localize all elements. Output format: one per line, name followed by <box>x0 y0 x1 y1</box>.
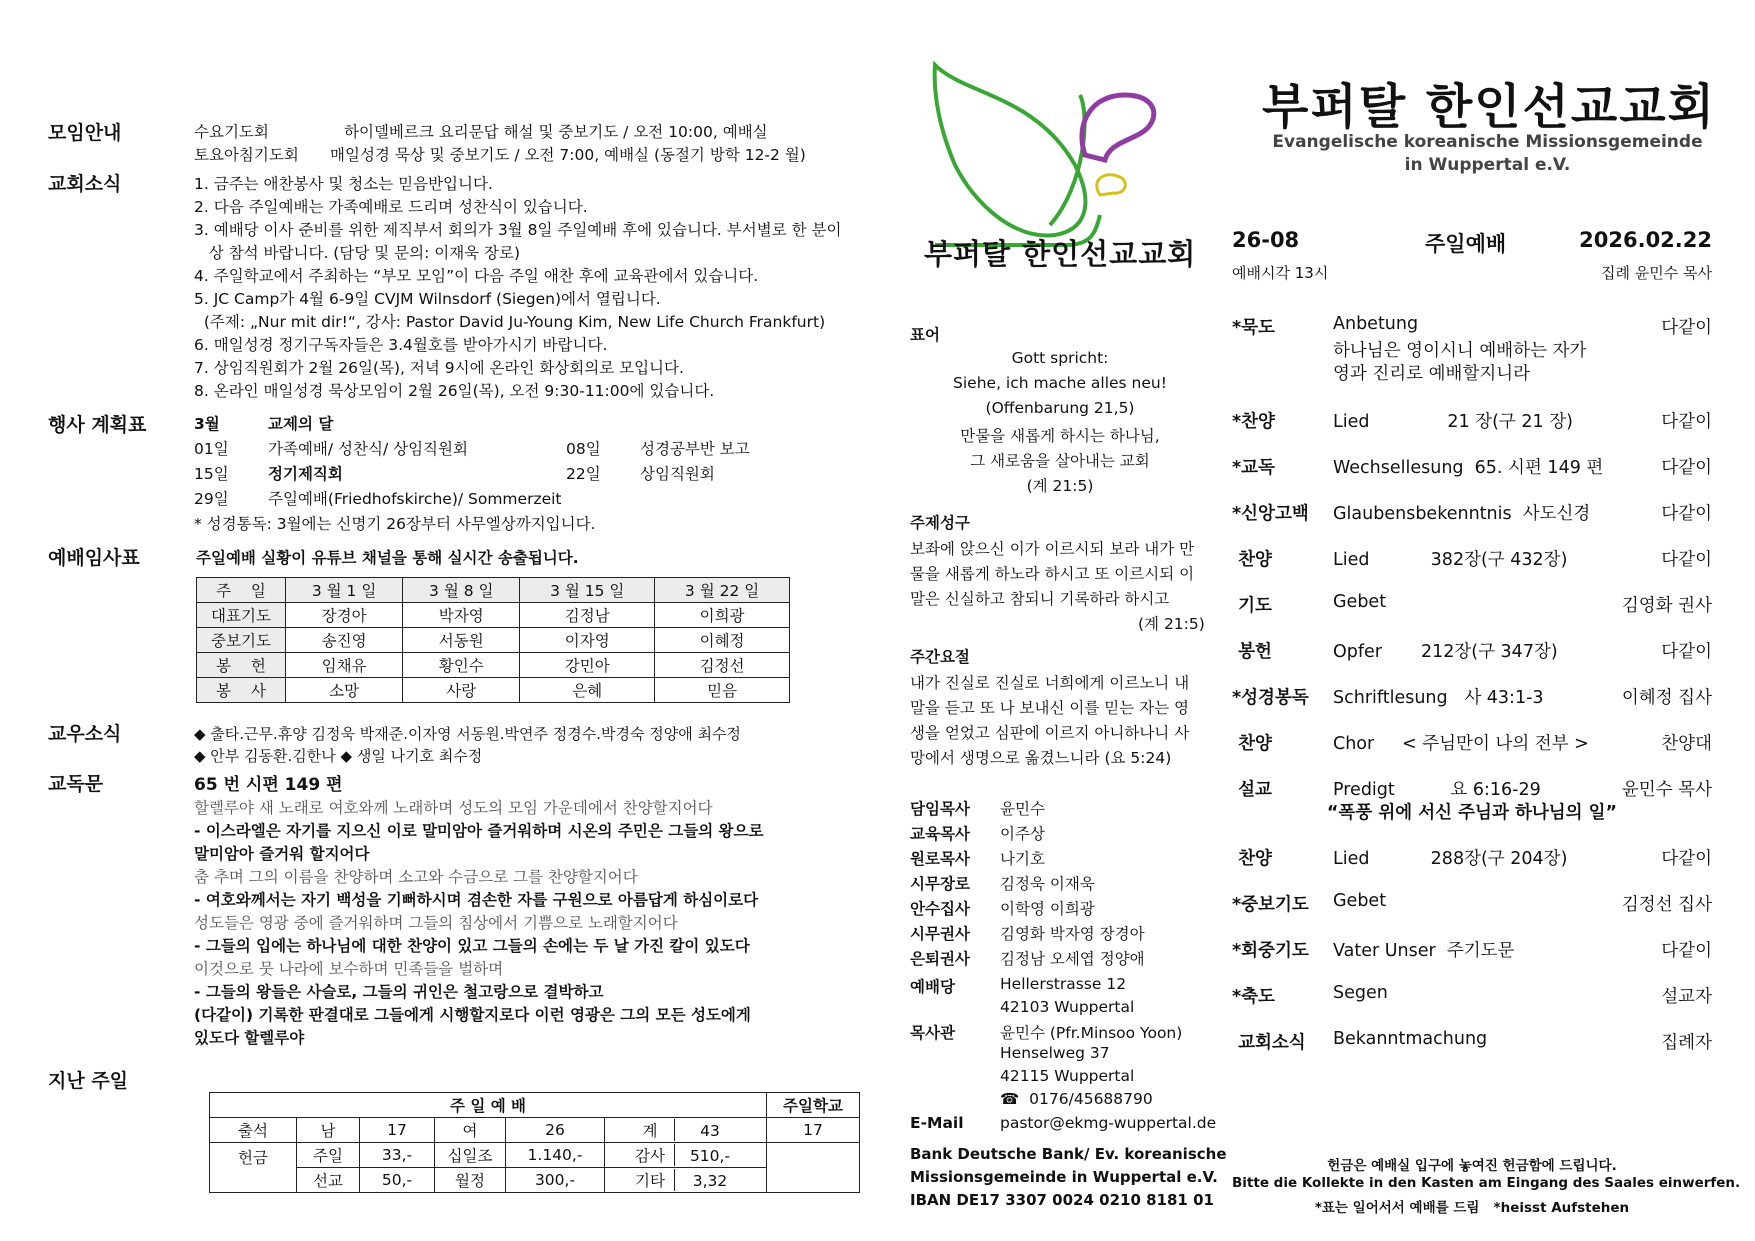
duty-notice: 주일예배 실황이 유튜브 채널을 통해 실시간 송출됩니다. <box>196 549 579 567</box>
theme-line: 보좌에 앉으신 이가 이르시되 보라 내가 만 <box>910 540 1195 558</box>
table-cell: 주일학교 <box>767 1093 860 1118</box>
c-value: 510,- <box>689 1147 731 1165</box>
logo-text: 부퍼탈 한인선교교회 <box>924 237 1197 271</box>
order-sub-line: 하나님은 영이시니 예배하는 자가 <box>1333 341 1587 361</box>
order-content: Wechsellesung 65. 시편 149 편 <box>1333 458 1604 478</box>
order-item <box>1232 891 1712 917</box>
table-cell: 17 <box>360 1118 435 1143</box>
table-cell: 주 일 예 배 <box>210 1093 767 1118</box>
phone-line <box>1000 1090 1153 1108</box>
c-value: 3,32 <box>692 1172 728 1190</box>
event-text: 성경공부반 보고 <box>640 440 750 458</box>
event-day: 22일 <box>566 465 601 483</box>
order-label: *회중기도 <box>1232 941 1309 961</box>
order-label: *중보기도 <box>1232 895 1309 915</box>
reading-line: - 이스라엘은 자기를 지으신 이로 말미암아 즐거워하며 시온의 주민은 그들의 왕으로 <box>194 822 764 840</box>
epigraph-line: (Offenbarung 21,5) <box>985 399 1135 417</box>
total-value: 43 <box>700 1122 720 1140</box>
staff-role: 담임목사 <box>910 800 970 818</box>
order-label: 찬양 <box>1232 550 1272 570</box>
table-cell: 주일 <box>297 1143 360 1168</box>
footer-line: 헌금은 예배실 입구에 놓여진 헌금함에 드립니다. <box>1327 1158 1617 1174</box>
order-leader: 찬양대 <box>1661 734 1712 754</box>
events-title: 행사 계획표 <box>48 414 147 436</box>
news-line: 상 참석 바랍니다. (담당 및 문의: 이재욱 장로) <box>194 244 521 262</box>
last-week-title: 지난 주일 <box>48 1070 129 1092</box>
table-cell: 헌금 <box>210 1143 297 1193</box>
reading-line: 춤 추며 그의 이름을 찬양하며 소고와 수금으로 그를 찬양할지어다 <box>194 868 638 886</box>
event-day: 29일 <box>194 490 229 508</box>
table-cell: 1.140,- <box>506 1143 605 1168</box>
staff-names: 나기호 <box>1000 850 1045 868</box>
order-item <box>1232 454 1712 480</box>
church-subtitle-1: Evangelische koreanische Missionsgemeinde <box>1272 132 1703 152</box>
order-leader: 설교자 <box>1661 987 1712 1007</box>
table-cell: 대표기도 <box>197 603 286 628</box>
total-label: 계 <box>626 1119 675 1141</box>
events-month-title: 교제의 달 <box>268 415 334 433</box>
table-cell: 송진영 <box>286 628 403 653</box>
staff-names: 이주상 <box>1000 825 1045 843</box>
order-label: *찬양 <box>1232 412 1275 432</box>
order-leader: 윤민수 목사 <box>1621 780 1712 800</box>
table-cell: 봉 사 <box>197 678 286 703</box>
order-content: Lied 382장(구 432장) <box>1333 550 1568 570</box>
issue-number: 26-08 <box>1232 228 1300 252</box>
reading-line: 말미암아 즐거워 할지어다 <box>194 845 370 863</box>
weekly-title: 주간요절 <box>910 648 970 666</box>
table-cell: 3 월 8 일 <box>403 578 520 603</box>
table-cell: 3 월 22 일 <box>655 578 790 603</box>
order-content: Schriftlesung 사 43:1-3 <box>1333 688 1544 708</box>
epigraph-line: Gott spricht: <box>1011 349 1109 367</box>
table-cell: 은혜 <box>520 678 655 703</box>
event-text: 주일예배(Friedhofskirche)/ Sommerzeit <box>268 490 562 508</box>
service-leader: 집례 윤민수 목사 <box>1601 264 1712 282</box>
table-cell: 300,- <box>506 1168 605 1193</box>
news-line: 5. JC Camp가 4월 6-9일 CVJM Wilnsdorf (Siegen)에서 열립니다. <box>194 290 661 308</box>
order-sub-line: 영과 진리로 예배할지니라 <box>1333 364 1531 384</box>
order-item <box>1232 730 1712 756</box>
table-cell: 남 <box>297 1118 360 1143</box>
order-label: 봉헌 <box>1232 642 1272 662</box>
table-cell: 3 월 15 일 <box>520 578 655 603</box>
order-content: Gebet <box>1333 592 1387 612</box>
reading-line: 할렐루야 새 노래로 여호와께 노래하며 성도의 모임 가운데에서 찬양할지어다 <box>194 799 713 817</box>
table-cell: 33,- <box>360 1143 435 1168</box>
news-line: (주제: „Nur mit dir!“, 강사: Pastor David Ju-Young Kim, New Life Church Frankfurt) <box>194 313 826 331</box>
order-content: Bekanntmachung <box>1333 1029 1488 1049</box>
staff-role: 교육목사 <box>910 825 970 843</box>
footer-line: *표는 일어서서 예배를 드림 *heisst Aufstehen <box>1314 1200 1630 1216</box>
staff-role: 원로목사 <box>910 850 970 868</box>
c-label: 감사 <box>626 1144 675 1166</box>
table-cell: 50,- <box>360 1168 435 1193</box>
members-line: ◆ 출타.근무.휴양 김정욱 박재준.이자영 서동원.박연주 정경수.박경숙 정양애 최수정 <box>194 725 741 743</box>
order-label: *성경봉독 <box>1232 688 1309 708</box>
church-subtitle-2: in Wuppertal e.V. <box>1404 155 1571 175</box>
news-line: 2. 다음 주일예배는 가족예배로 드리며 성찬식이 있습니다. <box>194 198 588 216</box>
event-text: 정기제직회 <box>268 465 343 483</box>
church-address-line: 42103 Wuppertal <box>1000 998 1135 1016</box>
bank-line: Bank Deutsche Bank/ Ev. koreanische <box>910 1145 1227 1163</box>
order-leader: 김영화 권사 <box>1621 596 1712 616</box>
epigraph-line: 만물을 새롭게 하시는 하나님, <box>960 427 1160 445</box>
news-line: 1. 금주는 애찬봉사 및 청소는 믿음반입니다. <box>194 175 493 193</box>
footer-line: Bitte die Kollekte in den Kasten am Eingang des Saales einwerfen. <box>1232 1175 1741 1191</box>
staff-names: 윤민수 <box>1000 800 1045 818</box>
staff-role: 시무권사 <box>910 925 970 943</box>
last-week-table <box>209 1092 860 1193</box>
reading-heading: 65 번 시편 149 편 <box>194 775 343 795</box>
service-name: 주일예배 <box>1425 232 1507 256</box>
table-cell: 이자영 <box>520 628 655 653</box>
order-label: *축도 <box>1232 987 1275 1007</box>
reading-line: - 여호와께서는 자기 백성을 기뻐하시며 겸손한 자를 구원으로 아름답게 하심이로다 <box>194 891 759 909</box>
table-cell: 십일조 <box>435 1143 506 1168</box>
weekly-line: 내가 진실로 진실로 너희에게 이르노니 내 <box>910 674 1190 692</box>
table-row <box>210 1143 860 1168</box>
table-cell: 17 <box>767 1118 860 1143</box>
table-cell: 출석 <box>210 1118 297 1143</box>
order-leader: 다같이 <box>1661 941 1712 961</box>
order-leader: 다같이 <box>1661 412 1712 432</box>
order-leader: 다같이 <box>1661 318 1712 338</box>
members-title: 교우소식 <box>48 723 122 745</box>
order-leader: 다같이 <box>1661 642 1712 662</box>
order-leader: 다같이 <box>1661 550 1712 570</box>
reading-line: (다같이) 기록한 판결대로 그들에게 시행할지로다 이런 영광은 그의 모든 성도에게 <box>194 1006 751 1024</box>
gathering-desc-1: 하이델베르크 요리문답 해설 및 중보기도 / 오전 10:00, 예배실 <box>344 123 768 141</box>
staff-role: 은퇴권사 <box>910 950 970 968</box>
email-label: E-Mail <box>910 1114 964 1132</box>
staff-names: 김정남 오세엽 정양애 <box>1000 950 1145 968</box>
order-item <box>1232 983 1712 1009</box>
table-cell: 김정선 <box>655 653 790 678</box>
reading-line: 있도다 할렐루야 <box>194 1029 305 1047</box>
order-label: *묵도 <box>1232 318 1275 338</box>
order-leader: 다같이 <box>1661 458 1712 478</box>
order-content: Lied 288장(구 204장) <box>1333 849 1568 869</box>
order-content: Glaubensbekenntnis 사도신경 <box>1333 504 1591 524</box>
table-row <box>210 1168 860 1193</box>
order-content: Vater Unser 주기도문 <box>1333 941 1515 961</box>
table-cell <box>605 1118 767 1143</box>
table-cell: 사랑 <box>403 678 520 703</box>
order-item <box>1232 684 1712 710</box>
weekly-line: 말을 듣고 또 나 보내신 이를 믿는 자는 영 <box>910 699 1189 717</box>
event-day: 15일 <box>194 465 229 483</box>
bank-line: IBAN DE17 3307 0024 0210 8181 01 <box>910 1191 1214 1209</box>
order-content: Opfer 212장(구 347장) <box>1333 642 1558 662</box>
church-address-line: Hellerstrasse 12 <box>1000 975 1127 993</box>
staff-names: 김정욱 이재욱 <box>1000 875 1095 893</box>
reading-line: 성도들은 영광 중에 즐거워하며 그들의 침상에서 기쁨으로 노래할지어다 <box>194 914 678 932</box>
table-cell: 이희광 <box>655 603 790 628</box>
reading-line: - 그들의 입에는 하나님에 대한 찬양이 있고 그들의 손에는 두 날 가진 칼이 있도다 <box>194 937 750 955</box>
table-cell: 황인수 <box>403 653 520 678</box>
table-cell: 26 <box>506 1118 605 1143</box>
events-note: * 성경통독: 3월에는 신명기 26장부터 사무엘상까지입니다. <box>194 515 596 533</box>
event-text: 상임직원회 <box>640 465 715 483</box>
order-label: *교독 <box>1232 458 1275 478</box>
table-cell: 박자영 <box>403 603 520 628</box>
staff-role: 시무장로 <box>910 875 970 893</box>
order-item <box>1232 937 1712 963</box>
table-cell: 서동원 <box>403 628 520 653</box>
bank-line: Missionsgemeinde in Wuppertal e.V. <box>910 1168 1218 1186</box>
epigraph-line: 그 새로움을 살아내는 교회 <box>970 452 1150 470</box>
staff-role: 안수집사 <box>910 900 970 918</box>
table-cell: 여 <box>435 1118 506 1143</box>
table-row <box>197 653 790 678</box>
event-day: 08일 <box>566 440 601 458</box>
order-label: 기도 <box>1232 596 1272 616</box>
news-line: 4. 주일학교에서 주최하는 “부모 모임”이 다음 주일 애찬 후에 교육관에서 있습니다. <box>194 267 759 285</box>
epigraph-line: Siehe, ich mache alles neu! <box>953 374 1167 392</box>
order-item <box>1232 592 1712 618</box>
order-label: 교회소식 <box>1232 1033 1306 1053</box>
table-cell <box>605 1143 767 1168</box>
epigraph-line: (계 21:5) <box>1026 477 1094 495</box>
order-label: 찬양 <box>1232 734 1272 754</box>
order-leader: 집례자 <box>1661 1033 1712 1053</box>
church-title: 부퍼탈 한인선교교회 <box>1262 79 1717 135</box>
theme-line: 말은 신실하고 참되니 기록하라 하시고 <box>910 590 1170 608</box>
table-cell: 김정남 <box>520 603 655 628</box>
order-content: Lied 21 장(구 21 장) <box>1333 412 1573 432</box>
order-leader: 다같이 <box>1661 849 1712 869</box>
church-address-label: 예배당 <box>910 978 955 996</box>
manse-label: 목사관 <box>910 1024 955 1042</box>
table-cell: 주 일 <box>197 578 286 603</box>
table-row <box>197 603 790 628</box>
table-cell <box>767 1143 860 1193</box>
events-month: 3월 <box>194 415 220 433</box>
table-row <box>197 678 790 703</box>
gathering-desc-2: 매일성경 묵상 및 중보기도 / 오전 7:00, 예배실 (동절기 방학 12-2 월) <box>330 146 806 164</box>
table-cell <box>605 1168 767 1193</box>
news-line: 3. 예배당 이사 준비를 위한 제직부서 회의가 3월 8일 주일예배 후에 있습니다. 부서별로 한 분이 <box>194 221 842 239</box>
theme-line: 물을 새롭게 하노라 하시고 또 이르시되 이 <box>910 565 1195 583</box>
order-label: *신앙고백 <box>1232 504 1309 524</box>
phone-icon: ☎ <box>1000 1090 1020 1108</box>
gathering-name-2: 토요아침기도회 <box>194 146 299 164</box>
news-line: 6. 매일성경 정기구독자들은 3.4월호를 받아가시기 바랍니다. <box>194 336 608 354</box>
table-row <box>197 578 790 603</box>
order-content: Chor < 주님만이 나의 전부 > <box>1333 734 1589 754</box>
staff-names: 김영화 박자영 장경아 <box>1000 925 1145 943</box>
manse-line: Henselweg 37 <box>1000 1044 1110 1062</box>
reading-title: 교독문 <box>48 773 104 795</box>
duty-title: 예배임사표 <box>48 547 140 569</box>
service-date: 2026.02.22 <box>1579 228 1712 252</box>
order-leader: 김정선 집사 <box>1621 895 1712 915</box>
reading-line: 이것으로 뭇 나라에 보수하며 민족들을 벌하며 <box>194 960 504 978</box>
order-content: Gebet <box>1333 891 1387 911</box>
manse-line: 윤민수 (Pfr.Minsoo Yoon) <box>1000 1024 1183 1042</box>
order-item <box>1232 1029 1712 1055</box>
table-cell: 임채유 <box>286 653 403 678</box>
news-line: 7. 상임직원회가 2월 26일(목), 저녁 9시에 온라인 화상회의로 모입니다. <box>194 359 684 377</box>
manse-line: 42115 Wuppertal <box>1000 1067 1135 1085</box>
news-title: 교회소식 <box>48 173 122 195</box>
table-cell: 강민아 <box>520 653 655 678</box>
gathering-title: 모임안내 <box>48 122 122 144</box>
theme-title: 주제성구 <box>910 514 970 532</box>
table-cell: 소망 <box>286 678 403 703</box>
table-row <box>210 1118 860 1143</box>
duty-table <box>196 577 790 703</box>
table-cell: 믿음 <box>655 678 790 703</box>
phone-number: 0176/45688790 <box>1029 1090 1153 1108</box>
table-cell: 선교 <box>297 1168 360 1193</box>
order-label: 설교 <box>1232 780 1272 800</box>
email-link[interactable]: pastor@ekmg-wuppertal.de <box>1000 1114 1217 1132</box>
service-time: 예배시각 13시 <box>1232 264 1329 282</box>
members-line: ◆ 안부 김동환.김한나 ◆ 생일 나기호 최수정 <box>194 747 483 765</box>
order-leader: 이혜정 집사 <box>1621 688 1712 708</box>
event-text: 가족예배/ 성찬식/ 상임직원회 <box>268 440 468 458</box>
event-day: 01일 <box>194 440 229 458</box>
table-cell: 월정 <box>435 1168 506 1193</box>
table-cell: 봉 헌 <box>197 653 286 678</box>
order-content: Predigt 요 6:16-29 <box>1333 780 1541 800</box>
gathering-name-1: 수요기도회 <box>194 123 269 141</box>
order-item <box>1232 638 1712 664</box>
reading-line: - 그들의 왕들은 사슬로, 그들의 귀인은 철고랑으로 결박하고 <box>194 983 604 1001</box>
order-item <box>1232 500 1712 526</box>
epigraph-title: 표어 <box>910 326 940 344</box>
weekly-line: 생을 얻었고 심판에 이르지 아니하나니 사 <box>910 724 1190 742</box>
table-cell: 3 월 1 일 <box>286 578 403 603</box>
weekly-line: 망에서 생명으로 옮겼느니라 (요 5:24) <box>910 749 1172 767</box>
table-row <box>197 628 790 653</box>
order-item <box>1232 408 1712 434</box>
sermon-title: “폭풍 위에 서신 주님과 하나님의 일” <box>1326 803 1618 823</box>
order-label: 찬양 <box>1232 849 1272 869</box>
news-line: 8. 온라인 매일성경 묵상모임이 2월 26일(목), 오전 9:30-11:00에 있습니다. <box>194 382 715 400</box>
table-cell: 장경아 <box>286 603 403 628</box>
order-item <box>1232 546 1712 572</box>
table-cell: 이혜정 <box>655 628 790 653</box>
c-label: 기타 <box>626 1169 675 1191</box>
staff-names: 이학영 이희광 <box>1000 900 1095 918</box>
order-content: Anbetung <box>1333 314 1419 334</box>
table-row <box>210 1093 860 1118</box>
order-content: Segen <box>1333 983 1388 1003</box>
order-leader: 다같이 <box>1661 504 1712 524</box>
order-item <box>1232 845 1712 871</box>
theme-ref: (계 21:5) <box>1138 615 1205 633</box>
table-cell: 중보기도 <box>197 628 286 653</box>
